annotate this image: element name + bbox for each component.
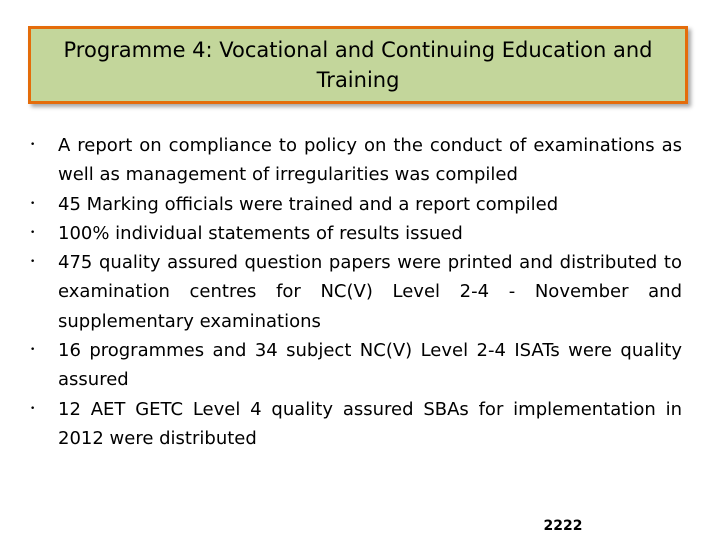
bullet-item [30,395,682,454]
bullet-icon: • [30,198,36,209]
bullet-icon: • [30,227,36,238]
bullet-icon: • [30,140,36,150]
bullet-item [30,190,682,219]
bullet-icon: • [30,345,36,356]
bullet-list [30,131,682,453]
page-number: 2222 [543,518,583,534]
bullet-item [30,219,682,248]
bullet-item [30,336,682,395]
bullet-text: 16 programmes and 34 subject NC(V) Level 2-4 ISATs were quality assured [58,340,682,391]
bullet-item [30,248,682,336]
bullet-icon: • [30,403,36,414]
bullet-text: 12 AET GETC Level 4 quality assured SBAs for implementation in 2012 were distributed [58,398,682,449]
title-box [28,26,688,104]
bullet-text: 45 Marking officials were trained and a report compiled [58,193,559,215]
bullet-text: 475 quality assured question papers were printed and distributed to examination centres for NC(V) Level 2-4 - November and supplementary examinations [58,252,682,332]
bullet-text: A report on compliance to policy on the conduct of examinations as well as management of irregularities was compiled [58,135,682,186]
bullet-icon: • [30,257,36,268]
slide-title: Programme 4: Vocational and Continuing Education and Training [63,38,653,92]
bullet-item [30,131,682,190]
bullet-text: 100% individual statements of results issued [58,222,463,244]
